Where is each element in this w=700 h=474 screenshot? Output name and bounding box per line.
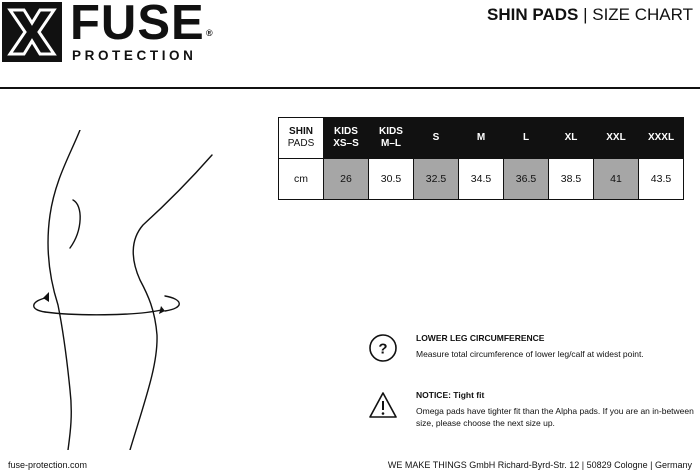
size-value-cell: 43.5 [639, 159, 684, 200]
brand-name-text: FUSE [70, 0, 205, 50]
footer-website[interactable]: fuse-protection.com [8, 460, 88, 470]
size-header-row [279, 118, 684, 159]
note-text: Measure total circumference of lower leg/calf at widest point. [416, 349, 644, 359]
size-value-cell: 41 [594, 159, 639, 200]
size-header-cell [414, 118, 459, 159]
size-header-cell [459, 118, 504, 159]
size-label: L [522, 132, 530, 143]
title-separator: | [578, 5, 593, 24]
leg-measurement-icon [25, 130, 225, 450]
brand-logo-mark [2, 2, 62, 62]
corner-cell [279, 118, 324, 159]
size-label-sub: XS–S [333, 138, 359, 149]
size-label: S [432, 132, 440, 143]
size-values-row [279, 159, 684, 200]
size-value-cell: 32.5 [414, 159, 459, 200]
title-product: SHIN PADS [487, 5, 579, 24]
size-value-cell: 26 [324, 159, 369, 200]
size-label: XL [564, 132, 578, 143]
size-value-cell: 30.5 [369, 159, 414, 200]
footer-address: WE MAKE THINGS GmbH Richard-Byrd-Str. 12 | 50829 Cologne | Germany [387, 460, 692, 470]
size-label: XXXL [647, 132, 675, 143]
page-title [487, 5, 693, 25]
note-title: LOWER LEG CIRCUMFERENCE [416, 333, 545, 343]
size-label: M [476, 132, 486, 143]
size-label: XXL [606, 132, 626, 143]
header-divider [0, 87, 700, 89]
size-header-cell [639, 118, 684, 159]
note-title: NOTICE: Tight fit [416, 390, 485, 400]
size-header-cell [549, 118, 594, 159]
corner-line2: PADS [287, 138, 315, 149]
size-header-cell [594, 118, 639, 159]
svg-text:?: ? [378, 340, 388, 358]
size-label: KIDS [379, 126, 403, 137]
note-text: Omega pads have tighter fit than the Alpha pads. If you are an in-between size, please choose the next size up. [416, 406, 694, 428]
size-header-cell [369, 118, 414, 159]
size-label: KIDS [334, 126, 358, 137]
x-logo-icon [2, 2, 62, 62]
leg-illustration [25, 130, 225, 455]
brand-subtitle: PROTECTION [72, 48, 197, 63]
size-value-cell: 36.5 [504, 159, 549, 200]
size-header-cell [324, 118, 369, 159]
corner-line1: SHIN [289, 126, 313, 137]
size-label-sub: M–L [381, 138, 401, 149]
warning-icon [368, 390, 398, 420]
registered-mark: ® [206, 28, 214, 38]
brand-name [70, 0, 214, 50]
size-value-cell: 38.5 [549, 159, 594, 200]
size-chart-table [278, 117, 684, 200]
title-chart: SIZE CHART [592, 5, 693, 24]
question-icon [368, 333, 398, 363]
size-header-cell [504, 118, 549, 159]
size-value-cell: 34.5 [459, 159, 504, 200]
unit-cell: cm [279, 159, 324, 200]
